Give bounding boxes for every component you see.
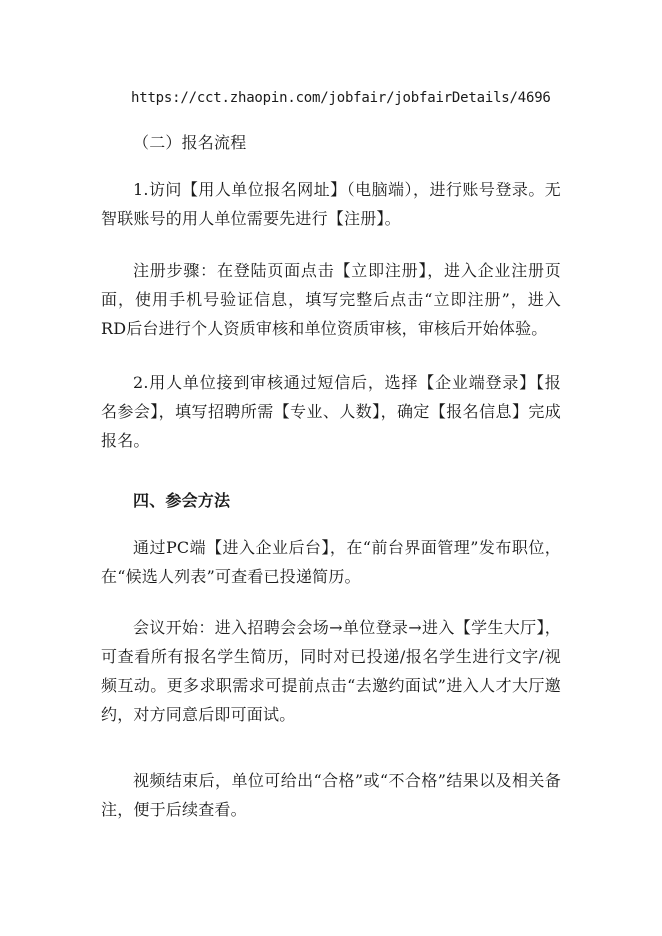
step-2-paragraph: 2.用人单位接到审核通过短信后，选择【企业端登录】【报名参会】，填写招聘所需【专业、人数】，确定【报名信息】完成报名。 [101, 373, 561, 450]
after-video-paragraph: 视频结束后，单位可给出“合格”或“不合格”结果以及相关备注，便于后续查看。 [101, 771, 561, 819]
step-1-paragraph: 1.访问【用人单位报名网址】（电脑端），进行账号登录。无智联账号的用人单位需要先进行【注册】。 [101, 180, 561, 228]
meeting-start-paragraph: 会议开始：进入招聘会会场→单位登录→进入【学生大厅】，可查看所有报名学生简历，同时对已投递/报名学生进行文字/视频互动。更多求职需求可提前点击“去邀约面试”进入人才大厅邀约，对方同意后即可面试。 [101, 618, 561, 724]
registration-url[interactable]: https://cct.zhaopin.com/jobfair/jobfairDetails/4696 [131, 90, 551, 106]
section-signup-flow: （二）报名流程 [133, 133, 247, 152]
heading-participation: 四、参会方法 [133, 491, 231, 510]
register-steps-paragraph: 注册步骤：在登陆页面点击【立即注册】，进入企业注册页面，使用手机号验证信息，填写完整后点击“立即注册”，进入RD后台进行个人资质审核和单位资质审核，审核后开始体验。 [101, 261, 561, 338]
participation-paragraph: 通过PC端【进入企业后台】，在“前台界面管理”发布职位，在“候选人列表”可查看已投递简历。 [101, 538, 561, 586]
